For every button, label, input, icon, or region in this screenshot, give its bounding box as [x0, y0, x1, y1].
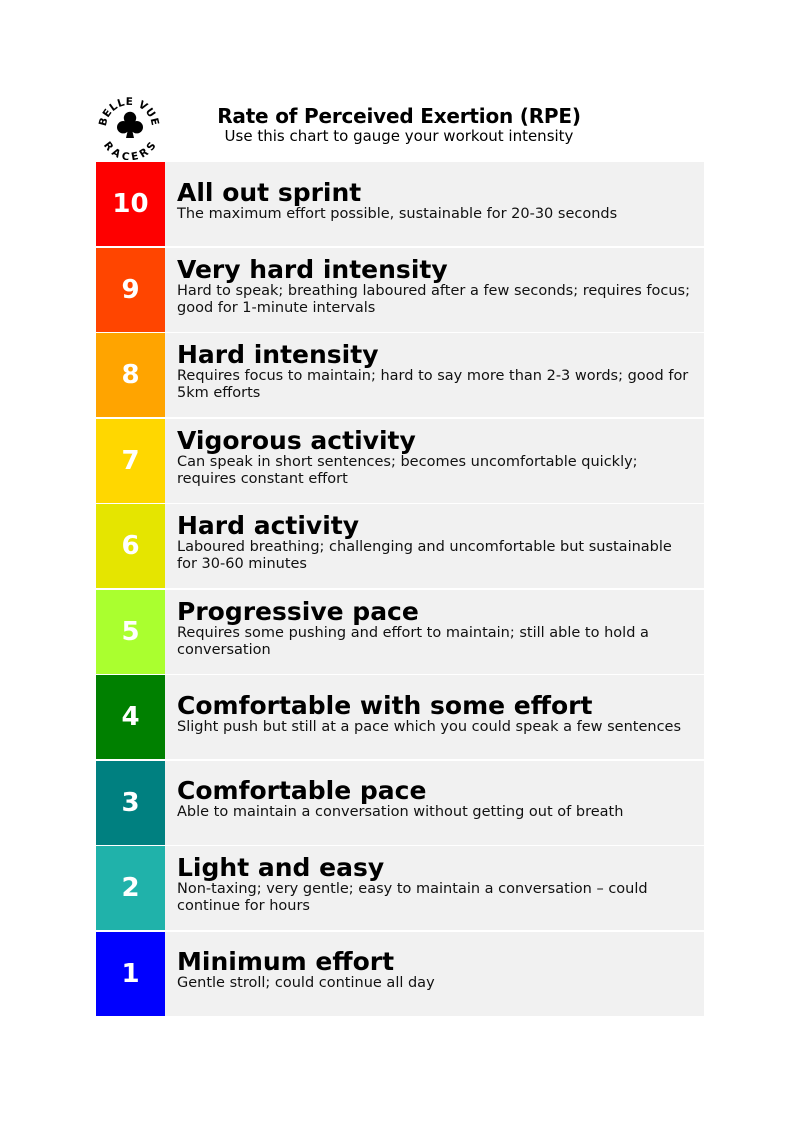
rpe-level-cell: 9: [96, 248, 165, 332]
svg-text:RACERS: [101, 139, 159, 160]
rpe-level-cell: 4: [96, 675, 165, 759]
rpe-description: Non-taxing; very gentle; easy to maintain a conversation – could continue for hours: [177, 881, 648, 914]
club-icon: [117, 112, 143, 138]
header: [96, 94, 704, 160]
club-emblem: [96, 94, 164, 160]
rpe-description: Requires focus to maintain; hard to say more than 2-3 words; good for 5km efforts: [177, 368, 689, 401]
rpe-row: [96, 419, 704, 503]
rpe-level-cell: 5: [96, 590, 165, 674]
rpe-row: [96, 162, 704, 246]
rpe-level-cell: 8: [96, 333, 165, 417]
rpe-level-cell: 1: [96, 932, 165, 1016]
rpe-description: The maximum effort possible, sustainable for 20-30 seconds: [177, 205, 618, 222]
rpe-content: [165, 504, 704, 588]
rpe-content: [165, 675, 704, 759]
rpe-table: [96, 162, 704, 1016]
rpe-title: Minimum effort: [177, 947, 395, 976]
rpe-row: [96, 248, 704, 332]
rpe-description: Laboured breathing; challenging and uncomfortable but sustainable for 30-60 minutes: [177, 539, 672, 572]
rpe-row: [96, 590, 704, 674]
rpe-description: Slight push but still at a pace which you could speak a few sentences: [177, 718, 682, 735]
belle-vue-racers-logo: [96, 94, 164, 160]
rpe-description: Able to maintain a conversation without getting out of breath: [177, 804, 624, 820]
rpe-level-cell: 7: [96, 419, 165, 503]
rpe-row: [96, 675, 704, 759]
rpe-title: Hard intensity: [177, 340, 379, 369]
rpe-content: [165, 932, 704, 1016]
rpe-title: Vigorous activity: [177, 425, 416, 455]
rpe-title: Comfortable with some effort: [177, 690, 593, 720]
rpe-level-cell: 6: [96, 504, 165, 588]
rpe-row: [96, 932, 704, 1016]
rpe-description: Hard to speak; breathing laboured after a few seconds; requires focus; good for 1-minute intervals: [177, 282, 691, 316]
rpe-content: [165, 248, 704, 332]
rpe-content: [165, 846, 704, 930]
rpe-row: [96, 846, 704, 930]
rpe-title: Hard activity: [177, 511, 360, 540]
rpe-level-cell: 10: [96, 162, 165, 246]
rpe-description: Gentle stroll; could continue all day: [177, 975, 435, 991]
rpe-content: [165, 761, 704, 845]
rpe-level-cell: 2: [96, 846, 165, 930]
rpe-title: All out sprint: [177, 177, 362, 207]
rpe-row: [96, 333, 704, 417]
rpe-content: [165, 419, 704, 503]
rpe-content: [165, 333, 704, 417]
rpe-level-cell: 3: [96, 761, 165, 845]
logo-bottom-text: RACERS: [101, 139, 159, 160]
rpe-title: Progressive pace: [177, 596, 419, 626]
page-subtitle: Use this chart to gauge your workout intensity: [224, 127, 574, 145]
rpe-title: Light and easy: [177, 853, 385, 882]
rpe-description: Can speak in short sentences; becomes uncomfortable quickly; requires constant effort: [177, 453, 638, 487]
rpe-title: Comfortable pace: [177, 776, 427, 805]
rpe-row: [96, 504, 704, 588]
rpe-description: Requires some pushing and effort to maintain; still able to hold a conversation: [177, 624, 649, 658]
rpe-title: Very hard intensity: [177, 254, 448, 284]
rpe-content: [165, 162, 704, 246]
rpe-content: [165, 590, 704, 674]
logo-top-text: BELLE VUE: [96, 95, 162, 128]
rpe-row: [96, 761, 704, 845]
title-block: [214, 104, 584, 144]
page-title: Rate of Perceived Exertion (RPE): [217, 104, 581, 128]
